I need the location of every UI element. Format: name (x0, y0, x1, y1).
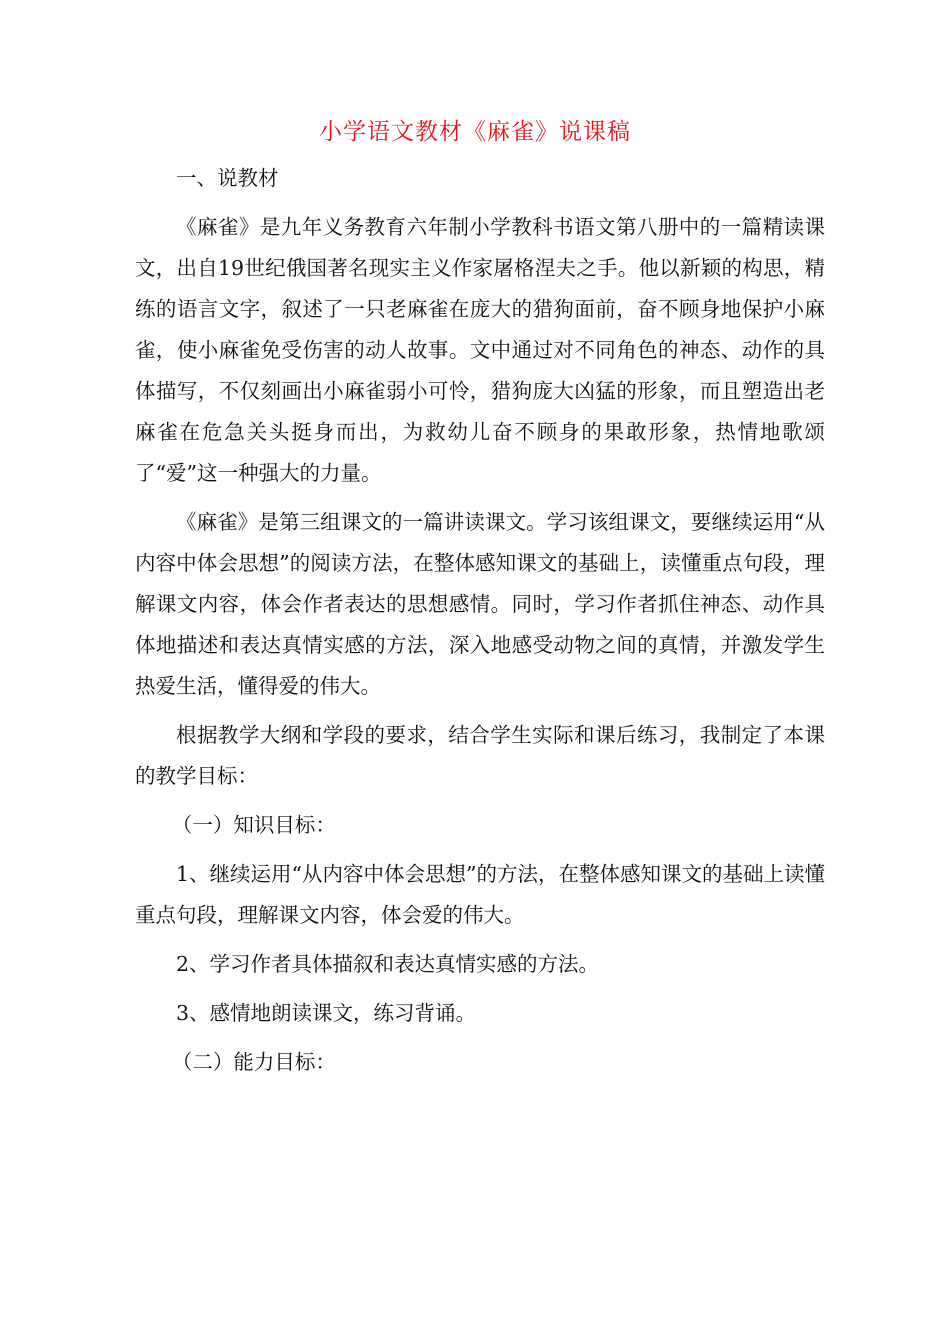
document-title: 小学语文教材《麻雀》说课稿 (319, 119, 631, 145)
paragraph-text-group: 《麻雀》是第三组课文的一篇讲读课文。学习该组课文，要继续运用“从内容中体会思想”的阅读方法，在整体感知课文的基础上，读懂重点句段，理解课文内容，体会作者表达的思想感情。同时，学习作者抓住神态、动作具体地描述和表达真情实感的方法，深入地感受动物之间的真情，并激发学生热爱生活，懂得爱的伟大。 (135, 510, 825, 698)
subheading-ability-goals: （二）能力目标： (171, 1050, 336, 1074)
document-body (135, 158, 825, 1091)
list-item-goal-2: 2、学习作者具体描叙和表达真情实感的方法。 (176, 952, 600, 976)
list-item-goal-3: 3、感情地朗读课文，练习背诵。 (176, 1001, 477, 1025)
list-item-goal-1: 1、继续运用“从内容中体会思想”的方法，在整体感知课文的基础上读懂重点句段，理解课文内容，体会爱的伟大。 (135, 862, 826, 927)
section-heading-teaching-material: 一、说教材 (176, 166, 279, 190)
paragraph-text-goals: 根据教学大纲和学段的要求，结合学生实际和课后练习，我制定了本课的教学目标： (135, 723, 825, 788)
paragraph-text-intro: 《麻雀》是九年义务教育六年制小学教科书语文第八册中的一篇精读课文，出自19世纪俄国著名现实主义作家屠格涅夫之手。他以新颖的构思，精练的语言文字，叙述了一只老麻雀在庞大的猎狗面前，奋不顾身地保护小麻雀，使小麻雀免受伤害的动人故事。文中通过对不同角色的神态、动作的具体描写，不仅刻画出小麻雀弱小可怜，猎狗庞大凶猛的形象，而且塑造出老麻雀在危急关头挺身而出，为救幼儿奋不顾身的果敢形象，热情地歌颂了“爱”这一种强大的力量。 (135, 215, 825, 485)
subheading-knowledge-goals: （一）知识目标： (171, 813, 336, 837)
